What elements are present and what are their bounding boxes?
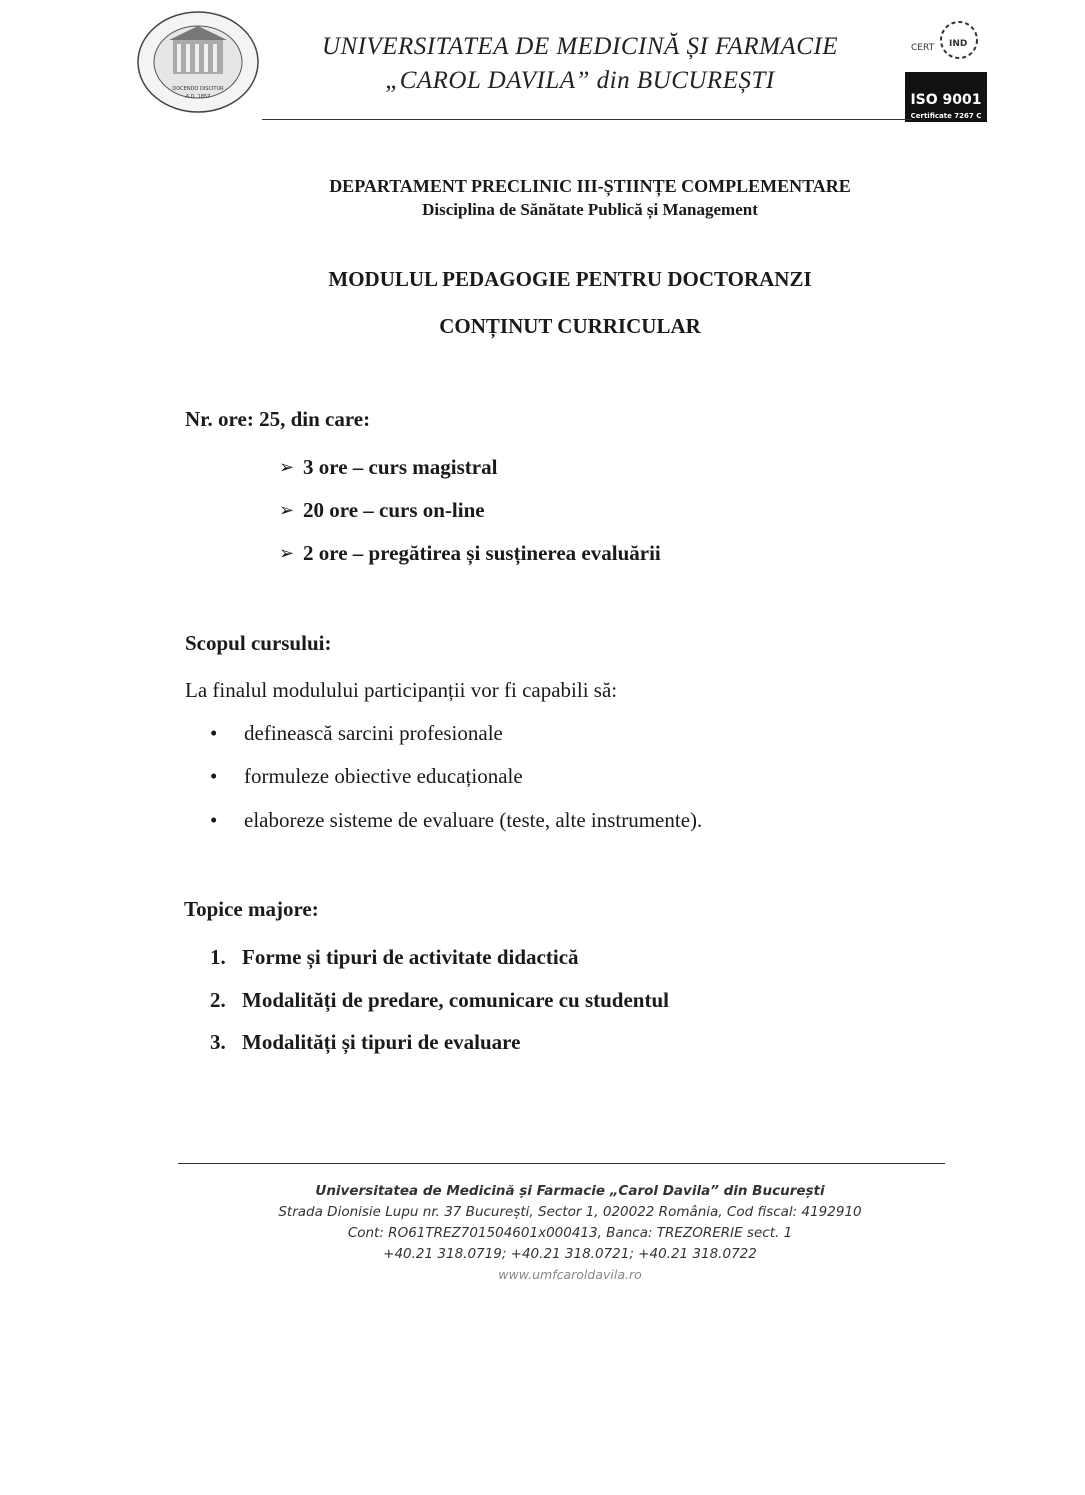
topic-item-text: Modalități de predare, comunicare cu studentul bbox=[242, 988, 669, 1012]
topic-number: 3. bbox=[210, 1030, 226, 1054]
university-line-1: UNIVERSITATEA DE MEDICINĂ ȘI FARMACIE bbox=[321, 33, 839, 60]
iso-certification-logo bbox=[905, 18, 987, 122]
svg-text:ISO 9001: ISO 9001 bbox=[910, 92, 982, 108]
department-block bbox=[230, 174, 950, 222]
university-seal bbox=[133, 10, 263, 115]
module-title: MODULUL PEDAGOGIE PENTRU DOCTORANZI bbox=[328, 267, 812, 291]
topic-number: 1. bbox=[210, 945, 226, 969]
scope-intro: La finalul modulului participanții vor fi capabili să: bbox=[185, 678, 618, 702]
bullet-icon: • bbox=[210, 808, 218, 832]
topic-number: 2. bbox=[210, 988, 226, 1012]
university-name bbox=[300, 30, 860, 98]
footer-university: Universitatea de Medicină și Farmacie „Carol Davila” din București bbox=[315, 1183, 825, 1199]
svg-text:CERT: CERT bbox=[911, 43, 935, 53]
arrow-bullet-icon: ➢ bbox=[279, 543, 295, 563]
scope-item bbox=[210, 808, 702, 833]
hours-heading: Nr. ore: 25, din care: bbox=[185, 407, 371, 431]
bullet-icon: • bbox=[210, 721, 218, 745]
footer-divider bbox=[178, 1163, 945, 1164]
scope-item-text: elaboreze sisteme de evaluare (teste, alte instrumente). bbox=[244, 808, 703, 832]
arrow-bullet-icon: ➢ bbox=[279, 457, 295, 477]
scope-item bbox=[210, 721, 503, 746]
topic-item bbox=[210, 988, 669, 1013]
hours-item-text: 2 ore – pregătirea și susținerea evaluării bbox=[303, 541, 661, 565]
content-title: CONȚINUT CURRICULAR bbox=[439, 314, 701, 338]
topic-item-text: Forme și tipuri de activitate didactică bbox=[242, 945, 579, 969]
topics-heading: Topice majore: bbox=[184, 897, 319, 921]
university-line-2: „CAROL DAVILA” din BUCUREȘTI bbox=[385, 67, 775, 94]
scope-item-text: formuleze obiective educaționale bbox=[244, 764, 523, 788]
footer-address: Strada Dionisie Lupu nr. 37 București, Sector 1, 020022 România, Cod fiscal: 4192910 bbox=[278, 1204, 862, 1220]
footer-account: Cont: RO61TREZ701504601x000413, Banca: TREZORERIE sect. 1 bbox=[347, 1225, 793, 1241]
scope-heading: Scopul cursului: bbox=[185, 631, 332, 655]
hours-item-text: 20 ore – curs on-line bbox=[303, 498, 485, 522]
topic-item-text: Modalități și tipuri de evaluare bbox=[242, 1030, 521, 1054]
department-name: DEPARTAMENT PRECLINIC III-ȘTIINȚE COMPLEMENTARE bbox=[329, 176, 851, 196]
scope-item-text: definească sarcini profesionale bbox=[244, 721, 503, 745]
svg-text:Certificate 7267 C: Certificate 7267 C bbox=[910, 112, 982, 120]
topic-item bbox=[210, 1030, 520, 1055]
svg-text:IND: IND bbox=[949, 39, 968, 49]
scope-item bbox=[210, 764, 523, 789]
footer-phones: +40.21 318.0719; +40.21 318.0721; +40.21 318.0722 bbox=[383, 1246, 757, 1262]
svg-text:DOCENDO DISCITUR: DOCENDO DISCITUR bbox=[172, 86, 224, 92]
hours-item bbox=[279, 455, 497, 480]
footer-website[interactable]: www.umfcaroldavila.ro bbox=[498, 1267, 642, 1282]
hours-item-text: 3 ore – curs magistral bbox=[303, 455, 498, 479]
arrow-bullet-icon: ➢ bbox=[279, 500, 295, 520]
discipline-name: Disciplina de Sănătate Publică și Management bbox=[422, 200, 758, 219]
bullet-icon: • bbox=[210, 764, 218, 788]
svg-text:A.D. 1857: A.D. 1857 bbox=[185, 94, 211, 100]
topic-item bbox=[210, 945, 579, 970]
header-divider bbox=[262, 119, 912, 120]
hours-item bbox=[279, 541, 661, 566]
hours-item bbox=[279, 498, 485, 523]
